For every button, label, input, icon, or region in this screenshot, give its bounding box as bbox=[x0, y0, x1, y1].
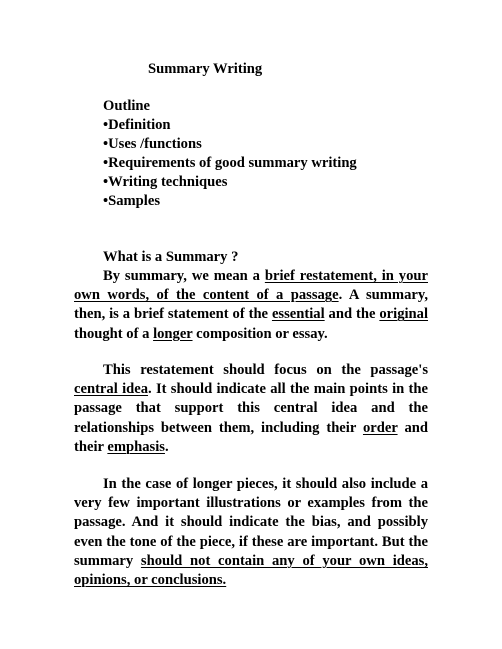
underlined-phrase: brief restatement, in your own words, of the content of a passage bbox=[74, 268, 428, 304]
outline-list bbox=[103, 97, 357, 211]
underlined-phrase: original bbox=[379, 306, 429, 323]
paragraph-longer-pieces bbox=[74, 475, 428, 590]
outline-heading: Outline bbox=[103, 98, 151, 114]
text-run: By summary, we mean a bbox=[103, 268, 265, 284]
text-run: . A summary, then, is a brief statement of the bbox=[74, 287, 428, 323]
outline-item-samples: •Samples bbox=[103, 193, 161, 209]
text-run: In the case of longer pieces, it should also include a very few important illustrations or examples from the passage. And it should indicate the bias, and possibly even the tone of the piece, if these are important. But the summary bbox=[74, 476, 428, 569]
underlined-phrase: emphasis bbox=[107, 438, 165, 455]
section-heading: What is a Summary ? bbox=[103, 249, 239, 265]
underlined-phrase: essential bbox=[271, 306, 325, 323]
underlined-phrase: longer bbox=[153, 325, 193, 342]
underlined-phrase: order bbox=[362, 419, 398, 436]
outline-item-techniques: •Writing techniques bbox=[103, 174, 228, 190]
document-title: Summary Writing bbox=[148, 61, 263, 77]
text-run: and their bbox=[74, 419, 428, 455]
text-run: . It should indicate all the main points in the passage that support this central idea and the relationships between them, including their bbox=[74, 381, 428, 436]
outline-item-definition: •Definition bbox=[103, 117, 171, 133]
underlined-phrase: should not contain any of your own ideas, opinions, or conclusions. bbox=[74, 552, 428, 589]
text-run: This restatement should focus on the passage's bbox=[103, 362, 428, 378]
text-run: and the bbox=[324, 306, 380, 323]
text-run: composition or essay. bbox=[192, 325, 328, 342]
paragraph-definition bbox=[74, 267, 428, 344]
text-run: thought of a bbox=[74, 325, 154, 342]
paragraph-restatement bbox=[74, 361, 428, 457]
outline-item-requirements: •Requirements of good summary writing bbox=[103, 155, 357, 171]
outline-item-uses: •Uses /functions bbox=[103, 136, 202, 152]
text-run: . bbox=[164, 438, 169, 455]
underlined-phrase: central idea bbox=[74, 381, 149, 398]
